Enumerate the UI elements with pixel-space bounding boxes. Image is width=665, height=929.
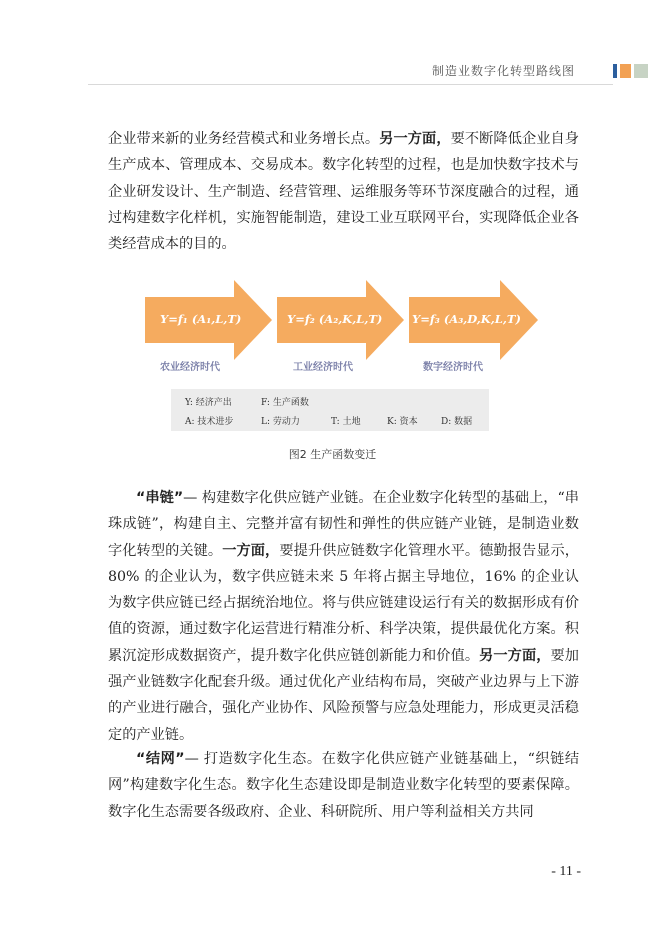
arrow-formula-industrial: Y=f₂ (A₂,K,L,T) bbox=[287, 312, 383, 326]
running-header bbox=[0, 54, 665, 84]
figure-caption: 图2 生产函数变迁 bbox=[288, 448, 377, 461]
paragraph-1-text-b: 要不断降低企业自身生产成本、管理成本、交易成本。数字化转型的过程，也是加快数字技术与企业研发设计、生产制造、经营管理、运维服务等环节深度融合的过程，通过构建数字化样机，实施智能制造，建设工业互联网平台，实现降低企业各类经营成本的目的。 bbox=[108, 131, 579, 253]
arrow-formula-digital: Y=f₃ (A₃,D,K,L,T) bbox=[412, 312, 521, 326]
paragraph-1 bbox=[108, 126, 579, 257]
paragraph-1-text-a: 企业带来新的业务经营模式和业务增长点。 bbox=[108, 131, 380, 147]
header-title: 制造业数字化转型路线图 bbox=[431, 64, 575, 78]
figure-legend bbox=[171, 389, 489, 431]
era-label-industrial: 工业经济时代 bbox=[293, 362, 353, 373]
legend-d: D: 数据 bbox=[441, 417, 473, 427]
header-mark-blue bbox=[613, 64, 617, 78]
legend-l: L: 劳动力 bbox=[261, 417, 300, 427]
paragraph-2-bold-2: 另一方面， bbox=[479, 647, 551, 664]
page-number: - 11 - bbox=[551, 864, 581, 879]
legend-a: A: 技术进步 bbox=[185, 417, 234, 427]
header-mark-gray bbox=[634, 64, 648, 78]
paragraph-2-text-b: 要提升供应链数字化管理水平。德勤报告显示，80% 的企业认为，数字供应链未来 5 年将占据主导地位，16% 的企业认为数字供应链已经占据统治地位。将与供应链建设运行有关的数据形成有价值的资源，通过数字化运营进行精准分析、科学决策，提供最优化方案。积累沉淀形成数据资产，提升数字化供应链创新能力和价值。 bbox=[108, 542, 579, 664]
era-label-agricultural: 农业经济时代 bbox=[160, 362, 220, 373]
paragraph-3-head: “结网” bbox=[136, 751, 185, 767]
paragraph-1-bold: 另一方面， bbox=[379, 131, 451, 147]
paragraph-3 bbox=[108, 746, 579, 825]
paragraph-2 bbox=[108, 485, 579, 748]
header-rule bbox=[88, 84, 613, 85]
era-label-digital: 数字经济时代 bbox=[423, 362, 483, 373]
arrow-formula-agricultural: Y=f₁ (A₁,L,T) bbox=[160, 312, 242, 326]
header-mark-orange bbox=[620, 64, 631, 78]
paragraph-2-head: “串链” bbox=[136, 490, 184, 506]
paragraph-3-text-a: — 打造数字化生态。在数字化供应链产业链基础上，“织链结网”构建数字化生态。数字化生态建设即是制造业数字化转型的要素保障。数字化生态需要各级政府、企业、科研院所、用户等利益相关方共同 bbox=[108, 751, 580, 820]
legend-k: K: 资本 bbox=[387, 417, 418, 427]
legend-f: F: 生产函数 bbox=[261, 398, 309, 408]
paragraph-2-bold-1: 一方面， bbox=[222, 542, 280, 559]
legend-t: T: 土地 bbox=[331, 417, 361, 427]
paragraph-2-text-c: 要加强产业链数字化配套升级。通过优化产业结构布局，突破产业边界与上下游的产业进行融合，强化产业协作、风险预警与应急处理能力，形成更灵活稳定的产业链。 bbox=[108, 647, 579, 743]
paragraph-2-text-a: — 构建数字化供应链产业链。在企业数字化转型的基础上，“串珠成链”，构建自主、完整并富有韧性和弹性的供应链产业链，是制造业数字化转型的关键。 bbox=[108, 490, 579, 559]
legend-y: Y: 经济产出 bbox=[185, 398, 232, 408]
